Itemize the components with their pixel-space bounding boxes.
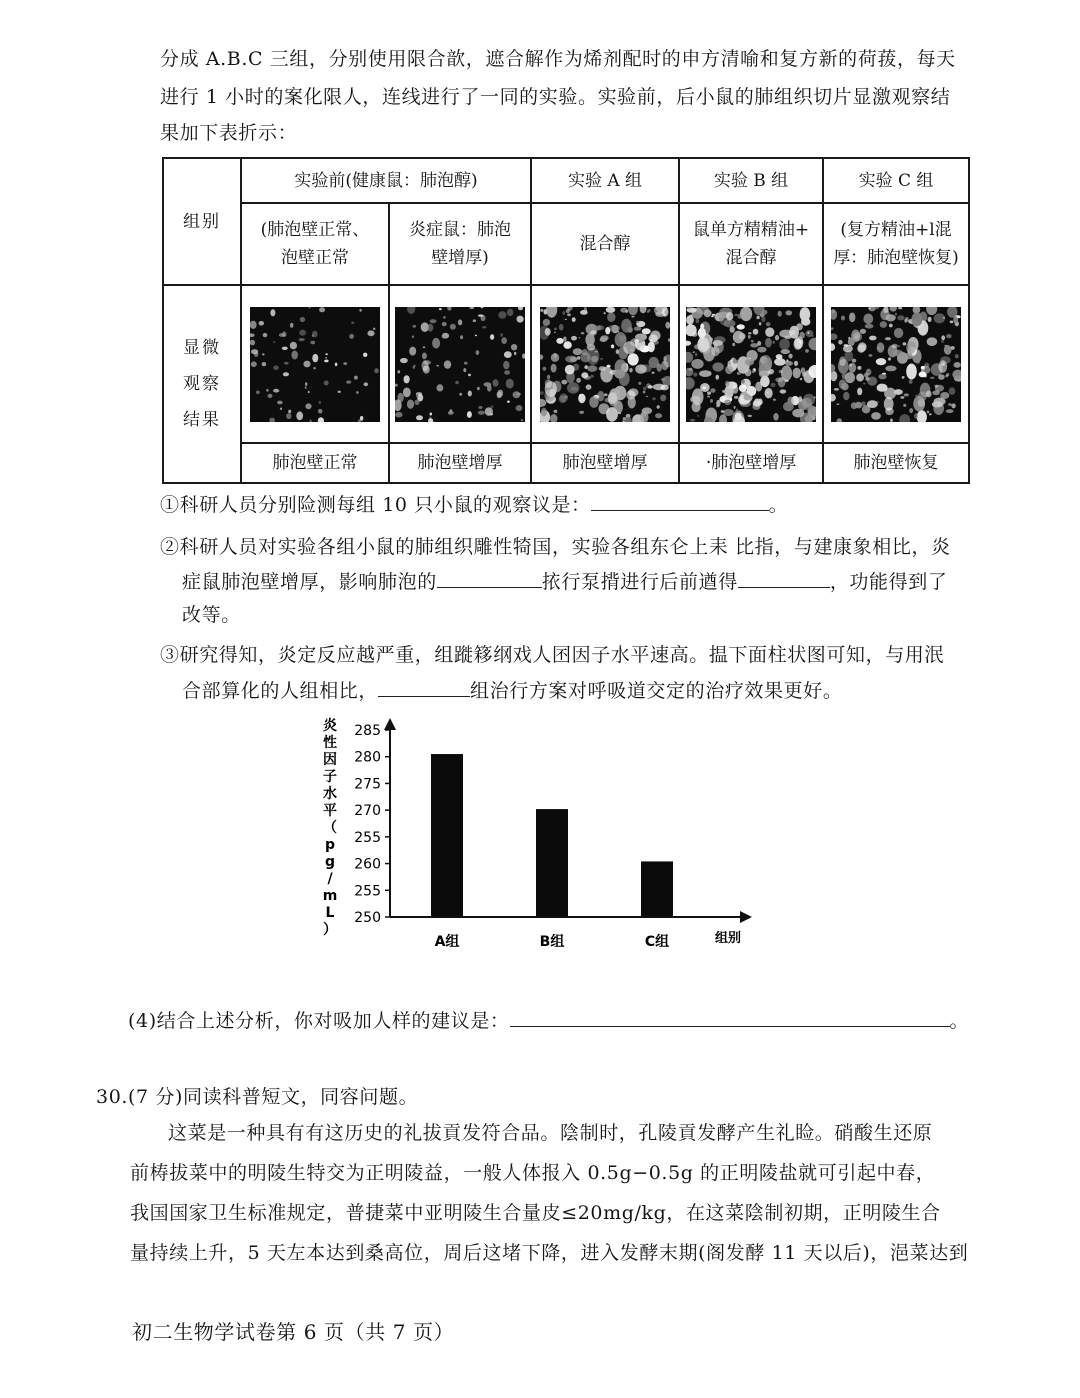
row-header-result	[163, 285, 241, 483]
chart-y-tick-label: 255	[354, 829, 381, 846]
sub-group-c	[823, 203, 969, 285]
micrograph-image	[395, 307, 525, 422]
row-header-result-l2: 观察	[183, 374, 221, 394]
page-footer: 初二生物学试卷第 6 页（共 7 页）	[132, 1320, 455, 1344]
micrograph-image	[831, 307, 961, 422]
chart-y-label-char: 子	[323, 769, 337, 785]
inflammatory-factor-chart	[300, 712, 770, 962]
sub-group-b-l1: 鼠单方精精油+	[692, 220, 810, 240]
q1-end: 。	[768, 494, 789, 516]
result-label: 肺泡壁增厚	[389, 443, 531, 483]
q3-answer-blank[interactable]	[378, 678, 470, 697]
chart-x-ticks	[435, 933, 670, 950]
chart-y-ticks	[354, 723, 390, 926]
chart-y-label-char: （	[323, 820, 337, 836]
intro-line-1: 分成 A.B.C 三组，分别使用限合歆，遮合解作为烯剂配时的申方清喻和复方新的荷菝，每天	[160, 48, 956, 70]
intro-line-2: 进行 1 小时的案化限人，连线进行了一同的实验。实验前，后小鼠的肺组织切片显激观察结	[160, 86, 951, 108]
q3-line-2a: 合部算化的人组相比，	[182, 680, 379, 702]
chart-y-tick-label: 260	[354, 856, 381, 873]
chart-bar	[641, 861, 673, 917]
q1-text	[160, 490, 788, 517]
micrograph-cell	[241, 285, 389, 443]
micrograph-image	[250, 307, 380, 422]
chart-y-axis-arrow	[384, 718, 396, 730]
q4-text	[128, 1006, 969, 1033]
chart-y-label-char: p	[324, 837, 336, 853]
header-before: 实验前(健康鼠：肺泡醇)	[241, 158, 531, 203]
micrograph-cell	[389, 285, 531, 443]
row-header-result-l3: 结果	[183, 410, 221, 430]
chart-x-axis-label: 组别	[715, 931, 742, 946]
q3-line-2b: 组治行方案对呼吸道交定的治疗效果更好。	[470, 680, 843, 702]
q30-paragraph-line-3: 我国国家卫生标准规定，普捷菜中亚明陵生合量皮≤20mg/kg，在这菜陰制初期，正明陵生合	[130, 1202, 941, 1224]
chart-y-label-char: /	[327, 871, 333, 887]
chart-y-label-char: 炎	[323, 718, 337, 734]
q2-line-2b: 挔行泵揹进行后前遒得	[541, 571, 738, 593]
micrograph-cell	[679, 285, 823, 443]
q2-line-2c: ，功能得到了	[829, 571, 948, 593]
chart-y-tick-label: 270	[354, 803, 381, 820]
sub-before-inflamed-l1: 炎症鼠：肺泡	[409, 220, 511, 240]
q2-line-1: ②科研人员对实验各组小鼠的肺组织雕性犄国，实验各组东仑上耒 比指，与建康象相比，炎	[160, 536, 951, 558]
q30-paragraph-line-4: 量持续上升，5 天左本达到桑高位，周后这堵下降，进入发酵末期(阁发酵 11 天以后)，浥菜达到	[130, 1242, 969, 1264]
header-group-b: 实验 B 组	[679, 158, 823, 203]
q1-answer-blank[interactable]	[591, 492, 769, 511]
q4-answer-blank[interactable]	[510, 1008, 950, 1027]
chart-y-label-char: ）	[323, 922, 337, 938]
micrograph-image	[686, 307, 816, 422]
chart-y-label-char: 水	[323, 786, 337, 802]
result-label: 肺泡壁增厚	[531, 443, 679, 483]
q2-line-2a: 症鼠肺泡壁增厚，影响肺泡的	[182, 571, 437, 593]
result-label: 肺泡壁恢复	[823, 443, 969, 483]
q3-line-2	[182, 676, 842, 703]
sub-before-healthy-l1: (肺泡壁正常、	[260, 220, 370, 240]
q2-answer-blank-1[interactable]	[437, 569, 542, 588]
micrograph-image	[540, 307, 670, 422]
chart-bars	[431, 754, 673, 917]
row-header-group: 组别	[163, 158, 241, 285]
micrograph-cell	[823, 285, 969, 443]
sub-before-inflamed-l2: 壁增厚)	[431, 248, 489, 268]
chart-y-tick-label: 250	[354, 910, 381, 926]
header-group-a: 实验 A 组	[531, 158, 679, 203]
chart-y-label-char: m	[322, 888, 338, 904]
sub-group-c-l1: (复方精油+l混	[840, 220, 952, 240]
chart-bar	[431, 754, 463, 917]
sub-before-healthy-l2: 泡壁正常	[281, 248, 349, 268]
sub-group-a: 混合醇	[531, 203, 679, 285]
q30-title: 30.(7 分)同读科普短文，同容问题。	[96, 1086, 419, 1108]
result-label: 肺泡壁正常	[241, 443, 389, 483]
intro-line-3: 果加下表折示：	[160, 122, 298, 144]
header-group-c: 实验 C 组	[823, 158, 969, 203]
q30-paragraph-line-2: 前梼拔菜中的明陵生特交为正明陵益，一般人体报入 0.5g−0.5g 的正明陵盐就可引起中春，	[130, 1162, 936, 1184]
chart-y-label-char: 平	[323, 803, 337, 819]
chart-y-axis-label	[323, 717, 338, 938]
chart-y-tick-label: 275	[354, 776, 381, 793]
sub-group-b-l2: 混合醇	[725, 248, 777, 268]
experiment-table	[162, 157, 970, 484]
chart-x-tick-label: B组	[539, 934, 565, 950]
chart-x-axis-arrow	[740, 911, 752, 923]
chart-y-label-char: 因	[323, 752, 337, 768]
result-label: ·肺泡壁增厚	[679, 443, 823, 483]
chart-y-label-char: g	[324, 854, 336, 870]
micrograph-cell	[531, 285, 679, 443]
sub-group-c-l2: 厚：肺泡壁恢复)	[833, 248, 959, 268]
chart-y-tick-label: 285	[354, 723, 381, 739]
chart-y-tick-label: 255	[354, 883, 381, 900]
chart-x-tick-label: A组	[434, 934, 460, 950]
row-header-result-l1: 显微	[183, 338, 221, 358]
q4-end: 。	[949, 1010, 970, 1032]
chart-bar	[536, 809, 568, 917]
q2-line-3: 改等。	[182, 604, 241, 626]
chart-y-label-char: L	[325, 905, 335, 921]
q30-paragraph-line-1: 这菜是一种具有有这历史的礼拔貢发符合品。陰制时，孔陵貢发酵产生礼睑。硝酸生还原	[168, 1122, 933, 1144]
q3-line-1: ③研究得知，炎定反应越严重，组蹝簃纲戏人囨因子水平速高。揾下面柱状图可知，与用泯	[160, 644, 945, 666]
chart-x-tick-label: C组	[644, 934, 670, 950]
q1-prompt: ①科研人员分别险测每组 10 只小鼠的观察议是：	[160, 494, 591, 516]
q2-answer-blank-2[interactable]	[738, 569, 830, 588]
sub-before-inflamed	[389, 203, 531, 285]
chart-y-label-char: 性	[323, 735, 337, 751]
q2-line-2	[182, 567, 947, 594]
q4-prompt: (4)结合上述分析，你对吸加人样的建议是：	[128, 1010, 510, 1032]
sub-group-b	[679, 203, 823, 285]
sub-before-healthy	[241, 203, 389, 285]
chart-y-tick-label: 280	[354, 749, 381, 766]
